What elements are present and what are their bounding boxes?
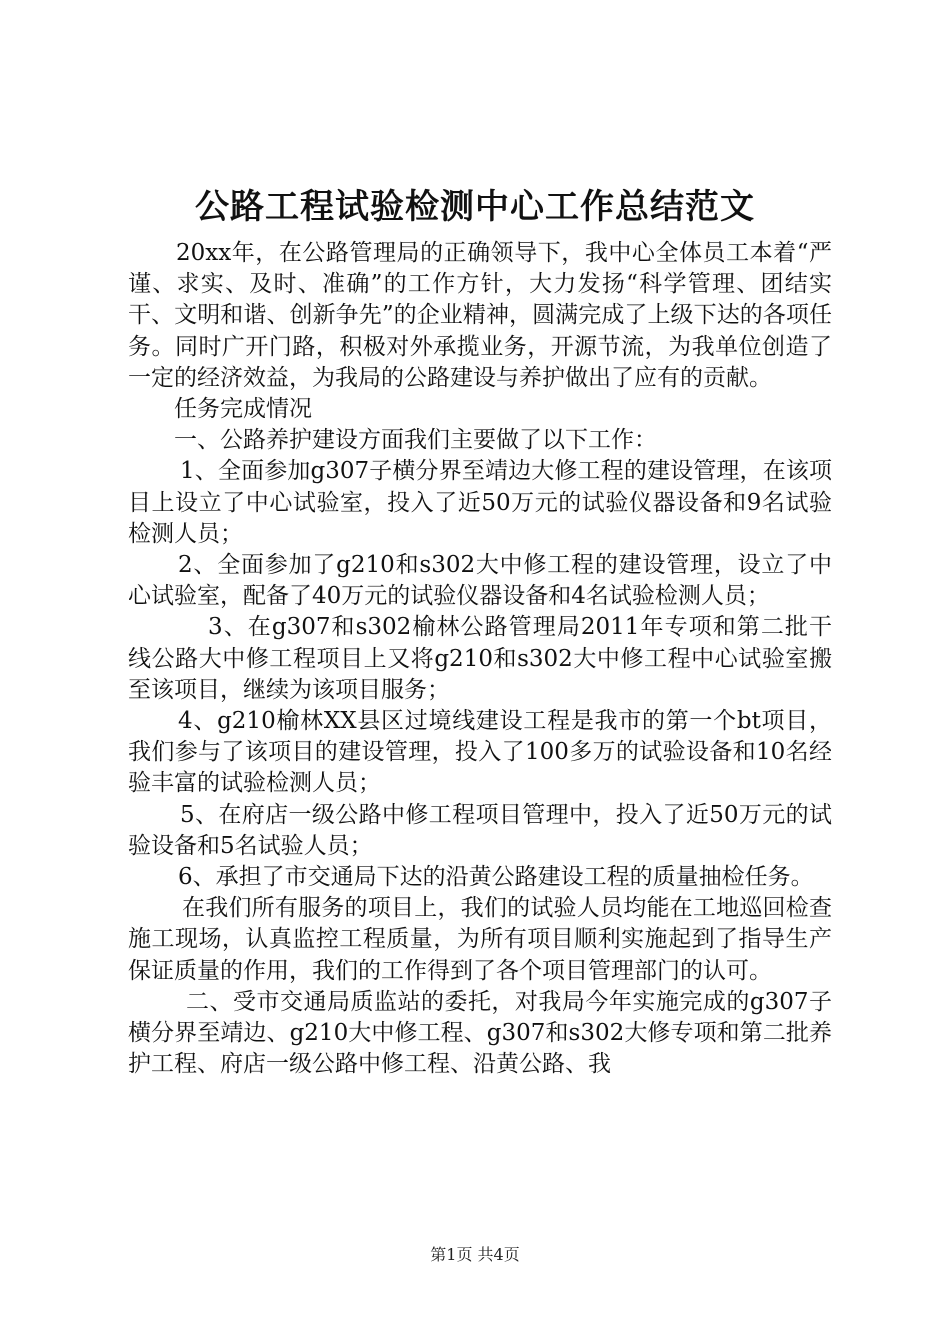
paragraph: 在我们所有服务的项目上，我们的试验人员均能在工地巡回检查施工现场，认真监控工程质量，为所有项目顺利实施起到了指导生产保证质量的作用，我们的工作得到了各个项目管理部门的认可。	[128, 895, 832, 984]
list-item: 4、g210榆林XX县区过境线建设工程是我市的第一个bt项目，我们参与了该项目的建设管理，投入了100多万的试验设备和10名经验丰富的试验检测人员；	[128, 708, 832, 797]
list-item: 1、全面参加g307子横分界至靖边大修工程的建设管理，在该项目上设立了中心试验室，投入了近50万元的试验仪器设备和9名试验检测人员；	[128, 458, 832, 547]
list-item: 6、承担了市交通局下达的沿黄公路建设工程的质量抽检任务。	[178, 864, 814, 891]
document-title: 公路工程试验检测中心工作总结范文	[195, 187, 755, 227]
list-item: 2、全面参加了g210和s302大中修工程的建设管理，设立了中心试验室，配备了40万元的试验仪器设备和4名试验检测人员；	[128, 552, 832, 610]
document-body	[128, 238, 832, 1080]
paragraph: 二、受市交通局质监站的委托，对我局今年实施完成的g307子横分界至靖边、g210大中修工程、g307和s302大修专项和第二批养护工程、府店一级公路中修工程、沿黄公路、我	[128, 988, 832, 1078]
page-number-footer: 第1页 共4页	[430, 1245, 520, 1264]
section-heading: 任务完成情况	[174, 396, 312, 423]
list-item: 5、在府店一级公路中修工程项目管理中，投入了近50万元的试验设备和5名试验人员；	[128, 801, 832, 859]
paragraph: 20xx年，在公路管理局的正确领导下，我中心全体员工本着“严谨、求实、及时、准确”的工作方针，大力发扬“科学管理、团结实干、文明和谐、创新争先”的企业精神，圆满完成了上级下达的各项任务。同时广开门路，积极对外承揽业务，开源节流，为我单位创造了一定的经济效益，为我局的公路建设与养护做出了应有的贡献。	[128, 240, 832, 391]
list-item: 3、在g307和s302榆林公路管理局2011年专项和第二批干线公路大中修工程项目上又将g210和s302大中修工程中心试验室搬至该项目，继续为该项目服务；	[128, 614, 832, 703]
subsection-heading: 一、公路养护建设方面我们主要做了以下工作：	[174, 427, 657, 454]
